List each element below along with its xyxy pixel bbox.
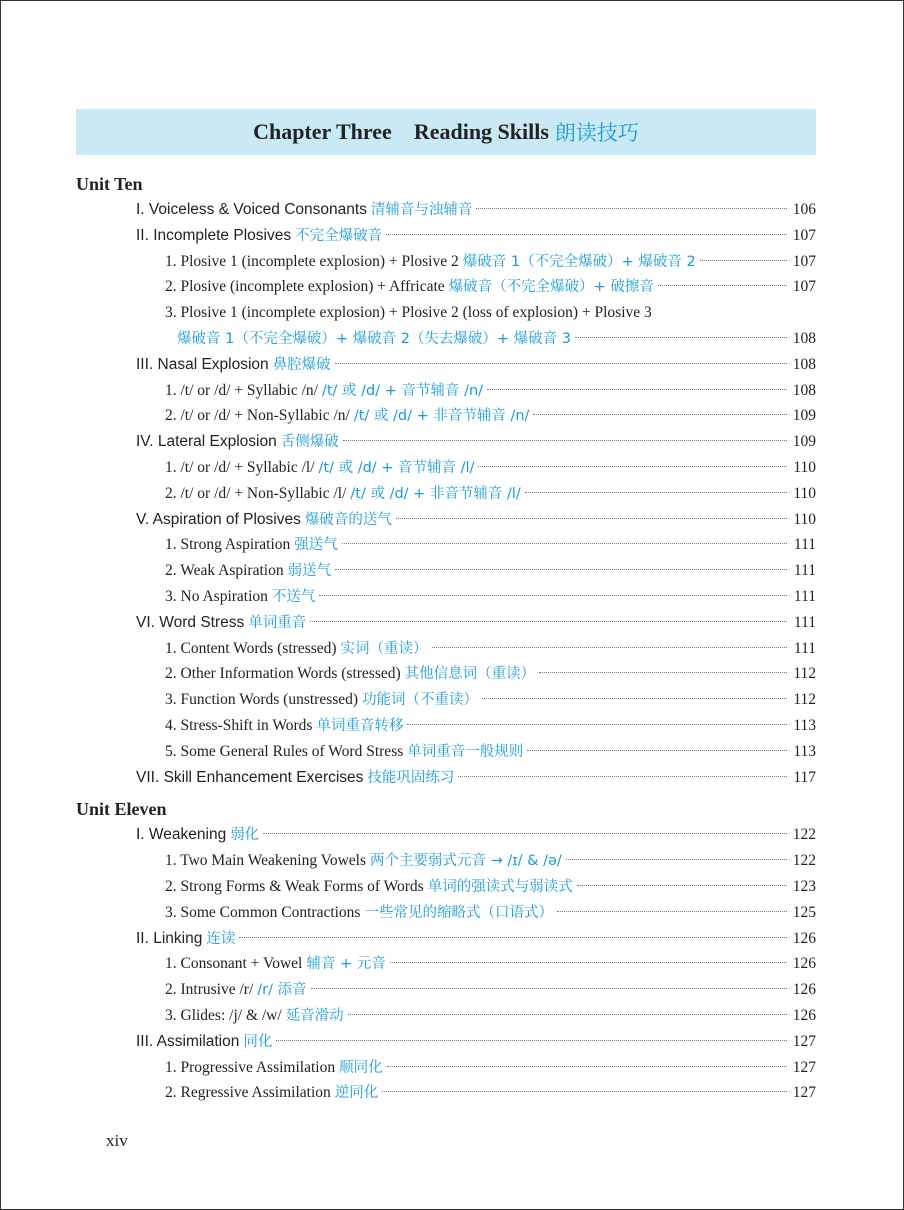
entry-title-cn: 舌侧爆破 bbox=[280, 434, 339, 451]
page-number: 110 bbox=[793, 510, 816, 528]
entry-title-cn: 爆破音的送气 bbox=[304, 511, 392, 528]
entry-title: 2. Other Information Words (stressed) bbox=[165, 665, 401, 683]
dot-leader bbox=[577, 885, 787, 886]
dot-leader bbox=[239, 937, 787, 938]
dot-leader bbox=[527, 750, 787, 751]
dot-leader bbox=[432, 647, 787, 648]
toc-subsection-entry[interactable] bbox=[76, 249, 816, 275]
toc-subsection-entry[interactable] bbox=[76, 378, 816, 404]
entry-title-cn: 连读 bbox=[206, 930, 236, 947]
entry-title: IV. Lateral Explosion bbox=[136, 433, 277, 451]
entry-title: 3. No Aspiration bbox=[165, 587, 268, 605]
toc-subsection-entry[interactable] bbox=[76, 532, 816, 558]
toc-subsection-entry[interactable] bbox=[76, 951, 816, 977]
toc-subsection-entry[interactable] bbox=[76, 300, 816, 326]
entry-title-cn: 弱化 bbox=[230, 827, 260, 844]
entry-title-cn: 同化 bbox=[243, 1033, 273, 1050]
page-number: 107 bbox=[792, 278, 816, 296]
dot-leader bbox=[390, 962, 787, 963]
entry-title-cn: 其他信息词（重读） bbox=[404, 666, 536, 683]
toc-subsection-entry[interactable] bbox=[76, 977, 816, 1003]
entry-title-cn: 单词重音一般规则 bbox=[407, 743, 524, 760]
dot-leader bbox=[382, 1091, 787, 1092]
dot-leader bbox=[335, 569, 787, 570]
entry-title: 2. /t/ or /d/ + Non-Syllabic /l/ bbox=[165, 484, 347, 502]
page-number: 127 bbox=[792, 1032, 816, 1050]
dot-leader bbox=[407, 724, 787, 725]
page-number: 111 bbox=[793, 613, 816, 631]
page-number: 122 bbox=[792, 826, 816, 844]
dot-leader bbox=[658, 285, 787, 286]
entry-title-cn: /t/ 或 /d/ + 音节辅音 /l/ bbox=[318, 459, 475, 476]
dot-leader bbox=[487, 389, 787, 390]
chapter-subtitle: Reading Skills bbox=[413, 119, 549, 144]
dot-leader bbox=[387, 1066, 787, 1067]
dot-leader bbox=[386, 234, 787, 235]
page-number: 112 bbox=[793, 691, 816, 709]
toc-section-entry[interactable] bbox=[76, 926, 816, 952]
page-number: 126 bbox=[792, 981, 816, 999]
page-number: 126 bbox=[792, 955, 816, 973]
dot-leader bbox=[700, 260, 787, 261]
dot-leader bbox=[343, 440, 787, 441]
page-number: 113 bbox=[793, 716, 816, 734]
entry-title-cn: /t/ 或 /d/ + 非音节辅音 /n/ bbox=[353, 408, 530, 425]
toc-section-entry[interactable] bbox=[76, 352, 816, 378]
unit-heading: Unit Eleven bbox=[76, 799, 167, 820]
entry-title: 3. Plosive 1 (incomplete explosion) + Plosive 2 (loss of explosion) + Plosive 3 bbox=[165, 304, 652, 322]
page-number: 126 bbox=[792, 929, 816, 947]
entry-title-cn: 不送气 bbox=[271, 588, 316, 605]
entry-title-cn: 清辅音与浊辅音 bbox=[370, 202, 473, 218]
entry-title: III. Assimilation bbox=[136, 1032, 240, 1050]
entry-title-cn: 爆破音（不完全爆破）+ 破擦音 bbox=[448, 279, 654, 296]
page-number: 122 bbox=[792, 852, 816, 870]
entry-title-cn: 单词重音转移 bbox=[316, 717, 404, 734]
toc-subsection-entry[interactable] bbox=[76, 687, 816, 713]
toc-section-entry[interactable] bbox=[76, 765, 816, 791]
dot-leader bbox=[539, 672, 787, 673]
page-number: 108 bbox=[792, 381, 816, 399]
toc-subsection-entry[interactable] bbox=[76, 558, 816, 584]
toc-subsection-entry[interactable] bbox=[76, 584, 816, 610]
entry-title-cn: 不完全爆破音 bbox=[295, 227, 383, 244]
entry-title: II. Incomplete Plosives bbox=[136, 226, 292, 244]
entry-title-cn: 辅音 + 元音 bbox=[306, 956, 386, 973]
entry-title-cn: 单词重音 bbox=[248, 614, 307, 631]
entry-title: 3. Some Common Contractions bbox=[165, 903, 361, 921]
toc-subsection-entry[interactable] bbox=[76, 1003, 816, 1029]
entry-title: 1. Strong Aspiration bbox=[165, 536, 291, 554]
entry-title: III. Nasal Explosion bbox=[136, 355, 269, 373]
page-number: 111 bbox=[793, 639, 816, 657]
dot-leader bbox=[263, 833, 787, 834]
dot-leader bbox=[276, 1040, 787, 1041]
dot-leader bbox=[310, 621, 787, 622]
entry-title: 2. Weak Aspiration bbox=[165, 562, 284, 580]
page-number: 113 bbox=[793, 742, 816, 760]
entry-title: 2. Regressive Assimilation bbox=[165, 1084, 331, 1102]
page-number: 106 bbox=[792, 201, 816, 218]
dot-leader bbox=[396, 518, 787, 519]
page-number: 110 bbox=[793, 484, 816, 502]
entry-title: 2. Strong Forms & Weak Forms of Words bbox=[165, 877, 424, 895]
dot-leader bbox=[319, 595, 787, 596]
entry-title: I. Voiceless & Voiced Consonants bbox=[136, 201, 367, 218]
toc-section-entry[interactable] bbox=[76, 429, 816, 455]
toc-section-entry[interactable] bbox=[76, 610, 816, 636]
dot-leader bbox=[348, 1014, 787, 1015]
toc-subsection-entry[interactable] bbox=[76, 481, 816, 507]
entry-title-cn: 鼻腔爆破 bbox=[272, 356, 331, 373]
toc-section-entry[interactable] bbox=[76, 197, 816, 223]
page-number: 109 bbox=[792, 433, 816, 451]
entry-title-cn: /t/ 或 /d/ + 非音节辅音 /l/ bbox=[350, 485, 521, 502]
toc-section-entry[interactable] bbox=[76, 507, 816, 533]
entry-title-cn: 顺同化 bbox=[339, 1059, 383, 1076]
entry-title: 2. Intrusive /r/ bbox=[165, 981, 254, 999]
page-number: 111 bbox=[793, 562, 816, 580]
entry-title: 5. Some General Rules of Word Stress bbox=[165, 742, 404, 760]
page-number: 107 bbox=[792, 226, 816, 244]
entry-title-cn: 爆破音 1（不完全爆破）+ 爆破音 2（失去爆破）+ 爆破音 3 bbox=[177, 330, 572, 347]
dot-leader bbox=[458, 776, 787, 777]
page-number: 110 bbox=[793, 458, 816, 476]
dot-leader bbox=[533, 414, 787, 415]
entry-title: 4. Stress-Shift in Words bbox=[165, 716, 313, 734]
toc-section-entry[interactable] bbox=[76, 223, 816, 249]
page-number: 117 bbox=[793, 768, 816, 786]
page-number: 108 bbox=[792, 355, 816, 373]
entry-title: 1. /t/ or /d/ + Syllabic /n/ bbox=[165, 381, 318, 399]
dot-leader bbox=[482, 698, 787, 699]
entry-title: II. Linking bbox=[136, 929, 203, 947]
page-number: 111 bbox=[793, 587, 816, 605]
entry-title-cn: 爆破音 1（不完全爆破）+ 爆破音 2 bbox=[462, 253, 696, 270]
unit-heading: Unit Ten bbox=[76, 174, 143, 194]
entry-title-cn: 一些常见的缩略式（口语式） bbox=[364, 904, 553, 921]
toc-subsection-entry[interactable] bbox=[76, 403, 816, 429]
entry-title: 2. Plosive (incomplete explosion) + Affricate bbox=[165, 278, 445, 296]
table-of-contents bbox=[76, 171, 816, 1106]
dot-leader bbox=[342, 543, 787, 544]
entry-title: 3. Function Words (unstressed) bbox=[165, 691, 359, 709]
dot-leader bbox=[335, 363, 787, 364]
toc-subsection-entry[interactable] bbox=[76, 848, 816, 874]
page-folio: xiv bbox=[106, 1131, 128, 1150]
page-number: 125 bbox=[792, 903, 816, 921]
chapter-subtitle-cn: 朗读技巧 bbox=[554, 121, 639, 145]
entry-title: 1. Progressive Assimilation bbox=[165, 1058, 336, 1076]
toc-subsection-entry[interactable] bbox=[76, 1055, 816, 1081]
dot-leader bbox=[525, 492, 787, 493]
entry-title: V. Aspiration of Plosives bbox=[136, 510, 301, 528]
page-number: 109 bbox=[792, 407, 816, 425]
entry-title-cn: 两个主要弱式元音 → /ɪ/ & /ə/ bbox=[370, 853, 562, 870]
dot-leader bbox=[476, 208, 787, 209]
toc-subsection-entry[interactable] bbox=[76, 713, 816, 739]
page-number: 107 bbox=[792, 252, 816, 270]
entry-title: 1. Content Words (stressed) bbox=[165, 639, 337, 657]
toc-subsection-entry[interactable] bbox=[76, 1080, 816, 1106]
entry-title-cn: 技能巩固练习 bbox=[367, 769, 455, 786]
toc-subsection-entry[interactable] bbox=[76, 900, 816, 926]
entry-title: VII. Skill Enhancement Exercises bbox=[136, 768, 364, 786]
toc-subsection-entry[interactable] bbox=[76, 874, 816, 900]
chapter-title: Chapter Three bbox=[253, 119, 392, 144]
entry-title: 1. Two Main Weakening Vowels bbox=[165, 852, 367, 870]
page-number: 108 bbox=[792, 329, 816, 347]
toc-subsection-entry[interactable] bbox=[76, 326, 816, 352]
entry-title-cn: 弱送气 bbox=[287, 563, 332, 580]
page-number: 123 bbox=[792, 877, 816, 895]
entry-title: 1. Plosive 1 (incomplete explosion) + Plosive 2 bbox=[165, 252, 459, 270]
toc-subsection-entry[interactable] bbox=[76, 636, 816, 662]
entry-title: 3. Glides: /j/ & /w/ bbox=[165, 1006, 282, 1024]
entry-title: VI. Word Stress bbox=[136, 613, 245, 631]
toc-section-entry[interactable] bbox=[76, 822, 816, 848]
entry-title-cn: 强送气 bbox=[294, 537, 338, 554]
page-number: 126 bbox=[792, 1006, 816, 1024]
entry-title-cn: /t/ 或 /d/ + 音节辅音 /n/ bbox=[321, 382, 484, 399]
entry-title: 2. /t/ or /d/ + Non-Syllabic /n/ bbox=[165, 407, 350, 425]
toc-subsection-entry[interactable] bbox=[76, 739, 816, 765]
page-number: 111 bbox=[793, 536, 816, 554]
toc-section-entry[interactable] bbox=[76, 1029, 816, 1055]
entry-title-cn: 逆同化 bbox=[334, 1085, 379, 1102]
toc-subsection-entry[interactable] bbox=[76, 661, 816, 687]
entry-title: I. Weakening bbox=[136, 826, 227, 844]
entry-title-cn: 功能词（不重读） bbox=[362, 692, 479, 709]
entry-title: 1. Consonant + Vowel bbox=[165, 955, 303, 973]
toc-subsection-entry[interactable] bbox=[76, 455, 816, 481]
chapter-banner bbox=[76, 109, 816, 155]
dot-leader bbox=[575, 337, 787, 338]
entry-title-cn: 单词的强读式与弱读式 bbox=[427, 878, 573, 895]
page-number: 112 bbox=[793, 665, 816, 683]
dot-leader bbox=[311, 988, 787, 989]
entry-title-cn: 延音滑动 bbox=[285, 1007, 344, 1024]
dot-leader bbox=[478, 466, 787, 467]
dot-leader bbox=[557, 911, 787, 912]
entry-title: 1. /t/ or /d/ + Syllabic /l/ bbox=[165, 458, 315, 476]
entry-title-cn: /r/ 添音 bbox=[257, 982, 307, 999]
page-number: 127 bbox=[792, 1058, 816, 1076]
entry-title-cn: 实词（重读） bbox=[340, 640, 428, 657]
page-number: 127 bbox=[792, 1084, 816, 1102]
toc-subsection-entry[interactable] bbox=[76, 274, 816, 300]
dot-leader bbox=[566, 859, 787, 860]
